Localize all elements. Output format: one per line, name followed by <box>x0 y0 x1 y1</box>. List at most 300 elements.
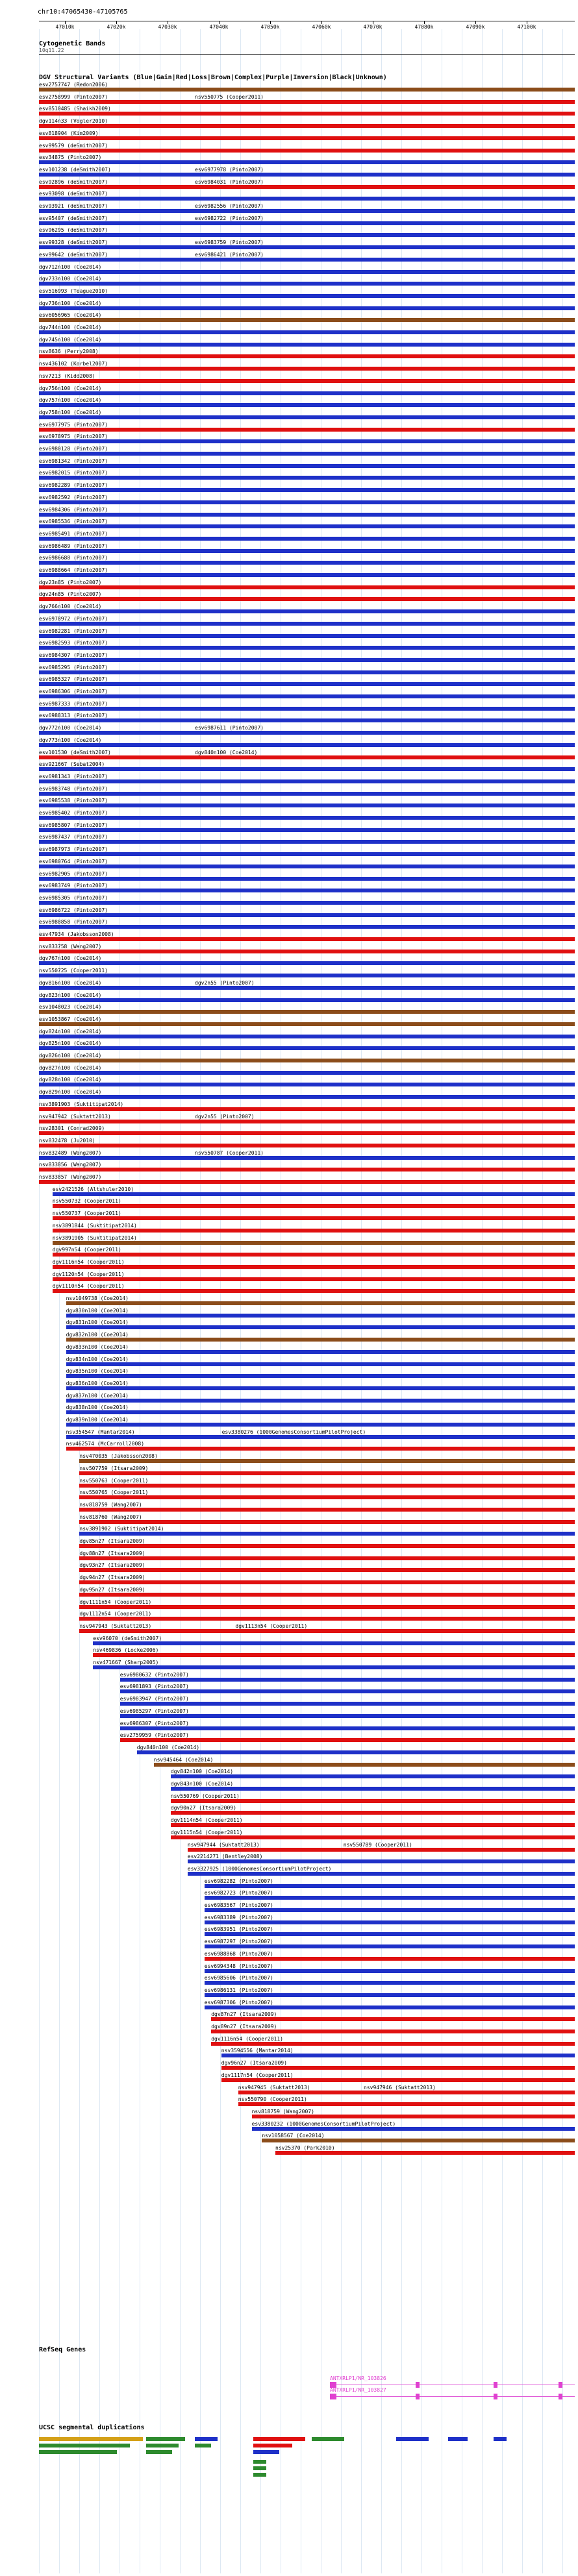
variant-bar[interactable] <box>171 1787 575 1791</box>
variant-bar[interactable] <box>39 549 575 553</box>
variant-bar[interactable] <box>188 1859 575 1863</box>
variant-bar[interactable] <box>39 185 575 189</box>
variant-label[interactable]: nsv550769 (Cooper2011) <box>170 1793 240 1799</box>
variant-bar[interactable] <box>39 1059 575 1062</box>
variant-bar[interactable] <box>39 245 575 249</box>
variant-bar[interactable] <box>39 682 575 686</box>
variant-label[interactable]: dgv758n100 (Coe2014) <box>39 410 102 415</box>
variant-label[interactable]: esv6982282 (Pinto2007) <box>204 1878 273 1884</box>
variant-bar[interactable] <box>39 792 575 796</box>
variant-label[interactable]: esv6983748 (Pinto2007) <box>39 786 108 792</box>
variant-label[interactable]: esv2421526 (Altshuler2010) <box>52 1186 134 1192</box>
variant-bar[interactable] <box>79 1544 575 1548</box>
variant-label[interactable]: dgv1110n54 (Cooper2011) <box>52 1283 125 1289</box>
segdup-block[interactable] <box>494 2437 507 2441</box>
variant-label[interactable]: esv101238 (deSmith2007) <box>39 167 111 173</box>
variant-label[interactable]: nsv947942 (Suktatt2013) <box>39 1114 111 1120</box>
variant-bar[interactable] <box>39 367 575 371</box>
variant-bar[interactable] <box>39 670 575 674</box>
variant-bar[interactable] <box>39 173 575 177</box>
variant-bar[interactable] <box>120 1702 575 1706</box>
variant-label[interactable]: dgv843n100 (Coe2014) <box>170 1781 234 1787</box>
variant-label[interactable]: esv6985538 (Pinto2007) <box>39 798 108 803</box>
variant-bar[interactable] <box>39 100 575 104</box>
variant-label[interactable]: dgv1111n54 (Cooper2011) <box>79 1599 152 1605</box>
variant-label[interactable]: esv6986307 (Pinto2007) <box>119 1721 189 1726</box>
variant-label[interactable]: esv2214271 (Bentley2008) <box>187 1854 263 1859</box>
variant-bar[interactable] <box>39 646 575 650</box>
variant-bar[interactable] <box>66 1350 575 1354</box>
variant-label[interactable]: dgv828n100 (Coe2014) <box>39 1077 102 1083</box>
variant-label[interactable]: esv99642 (deSmith2007) <box>39 252 108 258</box>
variant-label[interactable]: nsv469836 (Locke2006) <box>93 1647 159 1653</box>
variant-bar[interactable] <box>79 1556 575 1560</box>
variant-bar[interactable] <box>66 1423 575 1427</box>
variant-bar[interactable] <box>79 1629 575 1633</box>
variant-bar[interactable] <box>221 2078 575 2082</box>
variant-label[interactable]: nsv3891844 (Suktitipat2014) <box>52 1223 137 1229</box>
variant-bar[interactable] <box>39 524 575 528</box>
variant-label[interactable]: dgv89n27 (Itsara2009) <box>211 2024 277 2030</box>
variant-label[interactable]: nsv945464 (Coe2014) <box>153 1757 214 1763</box>
variant-label[interactable]: nsv550775 (Cooper2011) <box>195 94 264 100</box>
variant-bar[interactable] <box>66 1338 575 1342</box>
variant-bar[interactable] <box>79 1520 575 1524</box>
variant-bar[interactable] <box>53 1204 575 1208</box>
variant-bar[interactable] <box>39 913 575 917</box>
variant-label[interactable]: esv99328 (deSmith2007) <box>39 239 108 245</box>
segdup-block[interactable] <box>146 2444 179 2447</box>
variant-label[interactable]: nsv1049738 (Coe2014) <box>66 1295 129 1301</box>
variant-bar[interactable] <box>205 1896 575 1900</box>
variant-label[interactable]: esv6988868 (Pinto2007) <box>204 1951 273 1957</box>
variant-bar[interactable] <box>205 1932 575 1936</box>
gene-exon[interactable] <box>494 2394 497 2399</box>
variant-label[interactable]: esv6985402 (Pinto2007) <box>39 810 108 816</box>
segdup-block[interactable] <box>39 2437 143 2441</box>
variant-bar[interactable] <box>39 937 575 941</box>
variant-label[interactable]: esv6981893 (Pinto2007) <box>119 1684 189 1689</box>
variant-bar[interactable] <box>79 1495 575 1499</box>
variant-bar[interactable] <box>39 1120 575 1123</box>
variant-bar[interactable] <box>53 1216 575 1220</box>
variant-bar[interactable] <box>39 877 575 881</box>
variant-label[interactable]: esv6981342 (Pinto2007) <box>39 458 108 464</box>
variant-label[interactable]: dgv835n100 (Coe2014) <box>66 1368 129 1374</box>
variant-bar[interactable] <box>39 634 575 638</box>
segdup-block[interactable] <box>39 2450 117 2454</box>
variant-bar[interactable] <box>39 986 575 990</box>
variant-bar[interactable] <box>154 1763 575 1767</box>
variant-bar[interactable] <box>39 1131 575 1135</box>
variant-label[interactable]: esv101530 (deSmith2007) <box>39 750 111 755</box>
variant-bar[interactable] <box>39 1180 575 1184</box>
variant-bar[interactable] <box>39 609 575 613</box>
variant-bar[interactable] <box>171 1811 575 1815</box>
variant-label[interactable]: esv6987611 (Pinto2007) <box>195 725 264 731</box>
variant-label[interactable]: esv6982289 (Pinto2007) <box>39 482 108 488</box>
variant-bar[interactable] <box>205 1981 575 1985</box>
variant-bar[interactable] <box>120 1714 575 1718</box>
variant-bar[interactable] <box>39 149 575 153</box>
variant-label[interactable]: esv6980764 (Pinto2007) <box>39 859 108 865</box>
variant-label[interactable]: esv6983759 (Pinto2007) <box>195 239 264 245</box>
variant-label[interactable]: nsv7213 (Kidd2008) <box>39 373 95 379</box>
variant-bar[interactable] <box>39 233 575 237</box>
variant-bar[interactable] <box>39 1035 575 1038</box>
segdup-block[interactable] <box>253 2473 266 2477</box>
variant-bar[interactable] <box>39 439 575 443</box>
variant-bar[interactable] <box>221 2066 575 2070</box>
variant-label[interactable]: nsv471667 (Sharp2005) <box>93 1660 159 1665</box>
variant-label[interactable]: dgv831n100 (Coe2014) <box>66 1319 129 1325</box>
gene-exon[interactable] <box>416 2382 420 2388</box>
variant-bar[interactable] <box>39 160 575 164</box>
variant-bar[interactable] <box>39 1083 575 1086</box>
variant-bar[interactable] <box>39 816 575 820</box>
variant-label[interactable]: dgv766n100 (Coe2014) <box>39 604 102 609</box>
variant-label[interactable]: esv6984307 (Pinto2007) <box>39 652 108 658</box>
variant-label[interactable]: dgv825n100 (Coe2014) <box>39 1040 102 1046</box>
variant-bar[interactable] <box>79 1580 575 1584</box>
variant-bar[interactable] <box>39 889 575 892</box>
variant-label[interactable]: nsv550737 (Cooper2011) <box>52 1210 121 1216</box>
variant-bar[interactable] <box>79 1605 575 1609</box>
variant-bar[interactable] <box>66 1325 575 1329</box>
variant-bar[interactable] <box>93 1653 575 1657</box>
variant-label[interactable]: nsv550765 (Cooper2011) <box>79 1490 149 1495</box>
variant-bar[interactable] <box>171 1774 575 1778</box>
variant-label[interactable]: dgv90n27 (Itsara2009) <box>170 1805 236 1811</box>
variant-bar[interactable] <box>66 1301 575 1305</box>
variant-bar[interactable] <box>39 731 575 735</box>
variant-label[interactable]: esv6984306 (Pinto2007) <box>39 507 108 513</box>
gene-exon[interactable] <box>416 2394 420 2399</box>
variant-label[interactable]: dgv757n100 (Coe2014) <box>39 397 102 403</box>
variant-label[interactable]: dgv1115n54 (Cooper2011) <box>170 1830 243 1835</box>
variant-bar[interactable] <box>39 1022 575 1026</box>
variant-label[interactable]: nsv818759 (Wang2007) <box>79 1502 142 1508</box>
variant-label[interactable]: nsv947944 (Suktatt2013) <box>187 1842 260 1848</box>
variant-bar[interactable] <box>39 294 575 298</box>
segdup-block[interactable] <box>39 2444 130 2447</box>
variant-bar[interactable] <box>39 343 575 347</box>
variant-bar[interactable] <box>79 1568 575 1572</box>
variant-bar[interactable] <box>137 1750 575 1754</box>
variant-label[interactable]: esv34875 (Pinto2007) <box>39 154 102 160</box>
variant-label[interactable]: esv6983567 (Pinto2007) <box>204 1902 273 1908</box>
segdup-block[interactable] <box>253 2450 279 2454</box>
variant-bar[interactable] <box>39 258 575 262</box>
variant-bar[interactable] <box>53 1192 575 1196</box>
variant-bar[interactable] <box>66 1435 575 1439</box>
variant-bar[interactable] <box>171 1823 575 1827</box>
variant-bar[interactable] <box>39 743 575 747</box>
variant-bar[interactable] <box>39 974 575 977</box>
variant-label[interactable]: esv6985327 (Pinto2007) <box>39 676 108 682</box>
variant-label[interactable]: nsv947943 (Suktatt2013) <box>79 1623 152 1629</box>
variant-label[interactable]: nsv832478 (Ju2010) <box>39 1138 95 1144</box>
segdup-block[interactable] <box>448 2437 468 2441</box>
variant-label[interactable]: nsv470035 (Jakobsson2008) <box>79 1453 158 1459</box>
variant-bar[interactable] <box>171 1835 575 1839</box>
variant-bar[interactable] <box>93 1641 575 1645</box>
variant-label[interactable]: dgv833n100 (Coe2014) <box>66 1344 129 1350</box>
variant-label[interactable]: nsv818760 (Wang2007) <box>79 1514 142 1520</box>
variant-label[interactable]: esv2759959 (Pinto2007) <box>119 1732 189 1738</box>
variant-label[interactable]: dgv2n55 (Pinto2007) <box>195 980 255 986</box>
variant-bar[interactable] <box>205 2006 575 2009</box>
segdup-block[interactable] <box>253 2460 266 2464</box>
variant-label[interactable]: esv6982905 (Pinto2007) <box>39 871 108 877</box>
variant-label[interactable]: esv47934 (Jakobsson2008) <box>39 931 114 937</box>
variant-label[interactable]: dgv816n100 (Coe2014) <box>39 980 102 986</box>
variant-bar[interactable] <box>39 391 575 395</box>
variant-label[interactable]: dgv827n100 (Coe2014) <box>39 1065 102 1071</box>
variant-bar[interactable] <box>39 513 575 517</box>
variant-label[interactable]: esv6986421 (Pinto2007) <box>195 252 264 258</box>
variant-label[interactable]: dgv1112n54 (Cooper2011) <box>79 1611 152 1617</box>
variant-bar[interactable] <box>39 803 575 807</box>
variant-label[interactable]: esv6978972 (Pinto2007) <box>39 616 108 622</box>
variant-label[interactable]: esv92896 (deSmith2007) <box>39 179 108 185</box>
variant-bar[interactable] <box>79 1471 575 1475</box>
variant-bar[interactable] <box>39 270 575 274</box>
variant-label[interactable]: esv6982592 (Pinto2007) <box>39 495 108 500</box>
variant-label[interactable]: dgv826n100 (Coe2014) <box>39 1053 102 1059</box>
variant-label[interactable]: nsv354547 (Mantar2014) <box>66 1429 135 1435</box>
variant-label[interactable]: dgv114n33 (Vogler2010) <box>39 118 108 124</box>
variant-label[interactable]: dgv93n27 (Itsara2009) <box>79 1562 145 1568</box>
variant-label[interactable]: dgv85n27 (Itsara2009) <box>79 1538 145 1544</box>
variant-label[interactable]: dgv838n100 (Coe2014) <box>66 1405 129 1410</box>
variant-label[interactable]: dgv830n100 (Coe2014) <box>66 1308 129 1314</box>
variant-label[interactable]: dgv736n100 (Coe2014) <box>39 301 102 306</box>
variant-bar[interactable] <box>39 330 575 334</box>
variant-label[interactable]: nsv947945 (Suktatt2013) <box>238 2085 310 2091</box>
variant-bar[interactable] <box>39 318 575 322</box>
variant-label[interactable]: dgv95n27 (Itsara2009) <box>79 1587 145 1593</box>
variant-label[interactable]: dgv733n100 (Coe2014) <box>39 276 102 282</box>
variant-label[interactable]: esv6986131 (Pinto2007) <box>204 1987 273 1993</box>
variant-bar[interactable] <box>39 1107 575 1111</box>
variant-label[interactable]: esv3327925 (1000GenomesConsortiumPilotProject) <box>187 1866 332 1872</box>
variant-label[interactable]: nsv1058567 (Coe2014) <box>262 2133 325 2139</box>
segdup-block[interactable] <box>253 2466 266 2470</box>
segdup-block[interactable] <box>253 2444 292 2447</box>
variant-bar[interactable] <box>275 2151 575 2155</box>
variant-label[interactable]: dgv836n100 (Coe2014) <box>66 1380 129 1386</box>
variant-label[interactable]: esv6988313 (Pinto2007) <box>39 713 108 718</box>
variant-bar[interactable] <box>205 1993 575 1997</box>
variant-label[interactable]: esv93921 (deSmith2007) <box>39 203 108 209</box>
variant-label[interactable]: nsv436102 (Korbel2007) <box>39 361 108 367</box>
variant-bar[interactable] <box>79 1508 575 1512</box>
gene-exon[interactable] <box>559 2382 562 2388</box>
variant-label[interactable]: esv6987333 (Pinto2007) <box>39 701 108 707</box>
variant-label[interactable]: esv6980128 (Pinto2007) <box>39 446 108 452</box>
gene-label[interactable]: ANTXRLP1/NR_103827 <box>330 2387 386 2393</box>
variant-label[interactable]: dgv834n100 (Coe2014) <box>66 1356 129 1362</box>
variant-label[interactable]: esv2757747 (Redon2006) <box>39 82 108 88</box>
variant-bar[interactable] <box>211 2017 575 2021</box>
variant-label[interactable]: esv6986688 (Pinto2007) <box>39 555 108 561</box>
variant-bar[interactable] <box>39 136 575 140</box>
variant-label[interactable]: esv6986489 (Pinto2007) <box>39 543 108 549</box>
variant-label[interactable]: dgv823n100 (Coe2014) <box>39 992 102 998</box>
variant-label[interactable]: nsv462574 (McCarroll2008) <box>66 1441 145 1447</box>
variant-label[interactable]: nsv833857 (Wang2007) <box>39 1174 102 1180</box>
variant-bar[interactable] <box>53 1277 575 1281</box>
segdup-block[interactable] <box>195 2437 218 2441</box>
variant-bar[interactable] <box>120 1689 575 1693</box>
variant-label[interactable]: dgv840n100 (Coe2014) <box>195 750 258 755</box>
variant-bar[interactable] <box>39 707 575 711</box>
variant-label[interactable]: nsv833758 (Wang2007) <box>39 944 102 950</box>
variant-bar[interactable] <box>66 1447 575 1451</box>
variant-bar[interactable] <box>79 1593 575 1597</box>
gene-label[interactable]: ANTXRLP1/NR_103826 <box>330 2375 386 2381</box>
gene-exon[interactable] <box>559 2394 562 2399</box>
variant-label[interactable]: nsv25370 (Park2010) <box>275 2145 335 2151</box>
variant-bar[interactable] <box>262 2139 575 2142</box>
segdup-block[interactable] <box>253 2437 305 2441</box>
variant-label[interactable]: nsv28301 (Conrad2009) <box>39 1125 105 1131</box>
variant-bar[interactable] <box>205 1920 575 1924</box>
variant-label[interactable]: esv1048023 (Coe2014) <box>39 1004 102 1010</box>
variant-bar[interactable] <box>205 1969 575 1973</box>
variant-label[interactable]: esv6977978 (Pinto2007) <box>195 167 264 173</box>
variant-bar[interactable] <box>66 1386 575 1390</box>
segdup-block[interactable] <box>396 2437 429 2441</box>
variant-label[interactable]: dgv23n85 (Pinto2007) <box>39 580 102 585</box>
variant-label[interactable]: nsv550789 (Cooper2011) <box>343 1842 412 1848</box>
variant-label[interactable]: dgv832n100 (Coe2014) <box>66 1332 129 1338</box>
gene-exon[interactable] <box>494 2382 497 2388</box>
variant-bar[interactable] <box>39 403 575 407</box>
variant-bar[interactable] <box>53 1241 575 1245</box>
variant-bar[interactable] <box>39 354 575 358</box>
variant-label[interactable]: nsv8636 (Perry2008) <box>39 349 99 354</box>
variant-label[interactable]: esv96070 (deSmith2007) <box>93 1636 162 1641</box>
variant-label[interactable]: dgv1114n54 (Cooper2011) <box>170 1817 243 1823</box>
variant-label[interactable]: esv2758999 (Pinto2007) <box>39 94 108 100</box>
variant-bar[interactable] <box>39 428 575 432</box>
variant-bar[interactable] <box>171 1799 575 1803</box>
variant-label[interactable]: nsv3891902 (Suktitipat2014) <box>79 1526 164 1532</box>
variant-bar[interactable] <box>39 452 575 456</box>
variant-bar[interactable] <box>39 718 575 722</box>
variant-label[interactable]: dgv824n100 (Coe2014) <box>39 1029 102 1035</box>
variant-bar[interactable] <box>39 901 575 905</box>
variant-bar[interactable] <box>39 767 575 771</box>
variant-bar[interactable] <box>252 2127 575 2131</box>
variant-label[interactable]: dgv94n27 (Itsara2009) <box>79 1575 145 1580</box>
variant-bar[interactable] <box>39 779 575 783</box>
variant-label[interactable]: nsv833856 (Wang2007) <box>39 1162 102 1168</box>
variant-label[interactable]: nsv818759 (Wang2007) <box>251 2109 314 2115</box>
variant-bar[interactable] <box>39 379 575 383</box>
segdup-block[interactable] <box>331 2437 344 2441</box>
variant-bar[interactable] <box>39 925 575 929</box>
variant-bar[interactable] <box>39 537 575 541</box>
variant-bar[interactable] <box>252 2115 575 2118</box>
variant-label[interactable]: nsv507759 (Itsara2009) <box>79 1466 149 1471</box>
variant-bar[interactable] <box>39 865 575 868</box>
variant-label[interactable]: esv6982015 (Pinto2007) <box>39 470 108 476</box>
variant-bar[interactable] <box>39 573 575 577</box>
variant-label[interactable]: esv6983947 (Pinto2007) <box>119 1696 189 1702</box>
variant-bar[interactable] <box>120 1678 575 1682</box>
variant-label[interactable]: dgv997n54 (Cooper2011) <box>52 1247 121 1253</box>
variant-label[interactable]: dgv837n100 (Coe2014) <box>66 1393 129 1399</box>
variant-bar[interactable] <box>205 1944 575 1948</box>
variant-label[interactable]: nsv550787 (Cooper2011) <box>195 1150 264 1156</box>
variant-label[interactable]: esv6985295 (Pinto2007) <box>39 665 108 670</box>
variant-label[interactable]: esv6982556 (Pinto2007) <box>195 203 264 209</box>
variant-label[interactable]: esv6985606 (Pinto2007) <box>204 1975 273 1981</box>
variant-bar[interactable] <box>39 1046 575 1050</box>
variant-bar[interactable] <box>39 1144 575 1147</box>
variant-bar[interactable] <box>79 1459 575 1463</box>
variant-bar[interactable] <box>39 755 575 759</box>
variant-bar[interactable] <box>39 998 575 1002</box>
variant-label[interactable]: nsv550732 (Cooper2011) <box>52 1198 121 1204</box>
variant-bar[interactable] <box>221 2054 575 2057</box>
variant-label[interactable]: esv6982723 (Pinto2007) <box>204 1890 273 1896</box>
variant-label[interactable]: esv6986306 (Pinto2007) <box>39 689 108 694</box>
variant-label[interactable]: dgv772n100 (Coe2014) <box>39 725 102 731</box>
variant-label[interactable]: esv6056965 (Coe2014) <box>39 312 102 318</box>
variant-label[interactable]: dgv839n100 (Coe2014) <box>66 1417 129 1423</box>
variant-label[interactable]: dgv712n100 (Coe2014) <box>39 264 102 270</box>
variant-bar[interactable] <box>39 500 575 504</box>
variant-label[interactable]: esv6988664 (Pinto2007) <box>39 567 108 573</box>
variant-label[interactable]: esv6985297 (Pinto2007) <box>119 1708 189 1714</box>
variant-label[interactable]: esv6983749 (Pinto2007) <box>39 883 108 889</box>
variant-bar[interactable] <box>39 585 575 589</box>
variant-bar[interactable] <box>211 2030 575 2033</box>
variant-label[interactable]: esv6982593 (Pinto2007) <box>39 640 108 646</box>
variant-bar[interactable] <box>39 561 575 565</box>
variant-label[interactable]: nsv3891905 (Suktitipat2014) <box>52 1235 137 1241</box>
variant-label[interactable]: dgv1116n54 (Cooper2011) <box>52 1259 125 1265</box>
variant-bar[interactable] <box>211 2042 575 2046</box>
segdup-block[interactable] <box>312 2437 331 2441</box>
variant-bar[interactable] <box>53 1289 575 1293</box>
variant-bar[interactable] <box>39 282 575 286</box>
variant-bar[interactable] <box>39 1071 575 1075</box>
variant-bar[interactable] <box>66 1374 575 1378</box>
variant-bar[interactable] <box>238 2102 575 2106</box>
variant-bar[interactable] <box>39 476 575 480</box>
variant-label[interactable]: esv3380232 (1000GenomesConsortiumPilotProject) <box>251 2121 396 2127</box>
variant-bar[interactable] <box>39 464 575 468</box>
variant-label[interactable]: esv99579 (deSmith2007) <box>39 143 108 149</box>
variant-bar[interactable] <box>66 1410 575 1414</box>
variant-label[interactable]: esv6977975 (Pinto2007) <box>39 422 108 428</box>
variant-label[interactable]: nsv550763 (Cooper2011) <box>79 1478 149 1484</box>
variant-label[interactable]: esv6985807 (Pinto2007) <box>39 822 108 828</box>
variant-bar[interactable] <box>39 622 575 626</box>
variant-bar[interactable] <box>39 658 575 662</box>
variant-label[interactable]: esv6983389 (Pinto2007) <box>204 1915 273 1920</box>
variant-label[interactable]: esv6982722 (Pinto2007) <box>195 215 264 221</box>
variant-bar[interactable] <box>79 1532 575 1536</box>
variant-label[interactable]: dgv2n55 (Pinto2007) <box>195 1114 255 1120</box>
variant-label[interactable]: dgv1113n54 (Cooper2011) <box>235 1623 308 1629</box>
variant-label[interactable]: esv6994348 (Pinto2007) <box>204 1963 273 1969</box>
